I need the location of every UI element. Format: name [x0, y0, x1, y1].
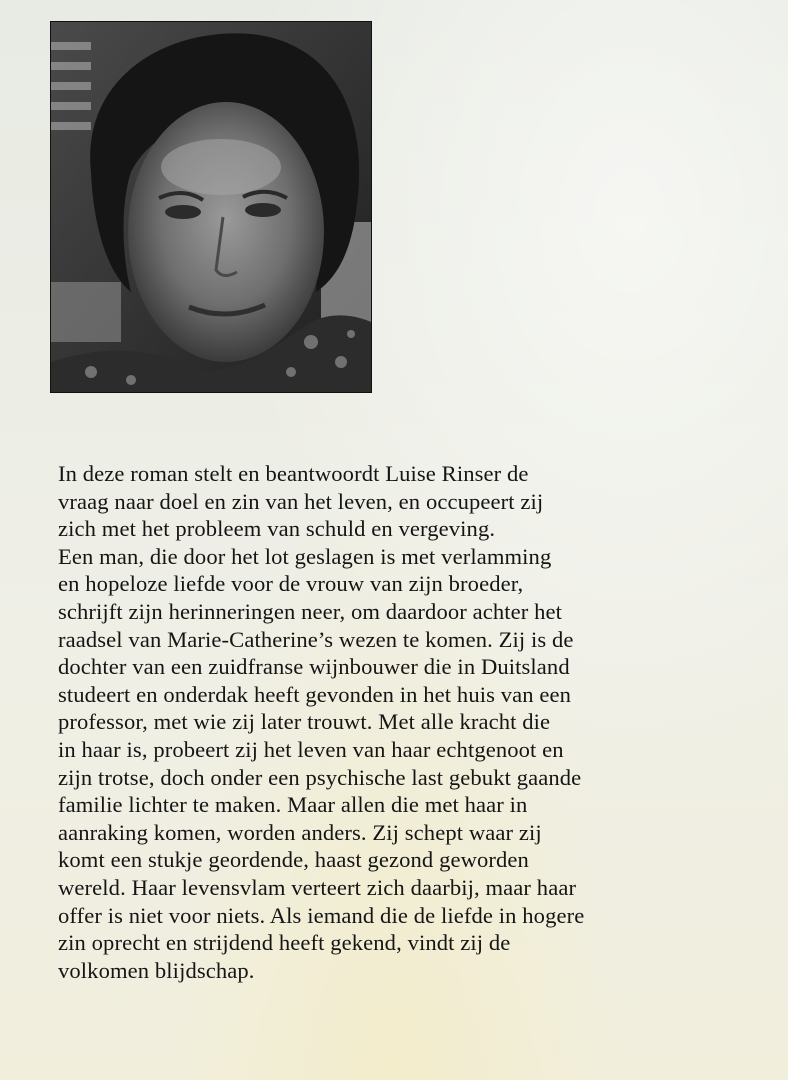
blurb-line: komt een stukje geordende, haast gezond geworden: [58, 847, 529, 873]
blurb-line: Een man, die door het lot geslagen is met verlamming: [58, 543, 552, 569]
blurb-line: studeert en onderdak heeft gevonden in het huis van een: [58, 681, 572, 707]
blurb-line: zich met het probleem van schuld en vergeving.: [58, 516, 496, 542]
blurb-text: [58, 460, 748, 984]
blurb-line: volkomen blijdschap.: [58, 957, 255, 983]
blurb-line: offer is niet voor niets. Als iemand die de liefde in hogere: [58, 902, 585, 928]
blurb-line: professor, met wie zij later trouwt. Met alle kracht die: [58, 709, 551, 735]
blurb-line: schrijft zijn herinneringen neer, om daardoor achter het: [58, 598, 563, 624]
blurb-line: familie lichter te maken. Maar allen die met haar in: [58, 792, 528, 818]
blurb-line: vraag naar doel en zin van het leven, en occupeert zij: [58, 488, 544, 514]
blurb-line: zin oprecht en strijdend heeft gekend, vindt zij de: [58, 930, 511, 956]
blurb-line: in haar is, probeert zij het leven van haar echtgenoot en: [58, 736, 564, 762]
blurb-line: raadsel van Marie-Catherine’s wezen te komen. Zij is de: [58, 626, 574, 652]
blurb-line: In deze roman stelt en beantwoordt Luise Rinser de: [58, 461, 529, 486]
blurb-line: wereld. Haar levensvlam verteert zich daarbij, maar haar: [58, 874, 577, 900]
blurb-line: en hopeloze liefde voor de vrouw van zijn broeder,: [58, 571, 524, 597]
blurb-line: zijn trotse, doch onder een psychische last gebukt gaande: [58, 764, 582, 790]
author-portrait-icon: [51, 22, 371, 392]
author-photo: [51, 22, 371, 392]
blurb-line: aanraking komen, worden anders. Zij schept waar zij: [58, 819, 542, 845]
blurb-line: dochter van een zuidfranse wijnbouwer die in Duitsland: [58, 654, 570, 680]
